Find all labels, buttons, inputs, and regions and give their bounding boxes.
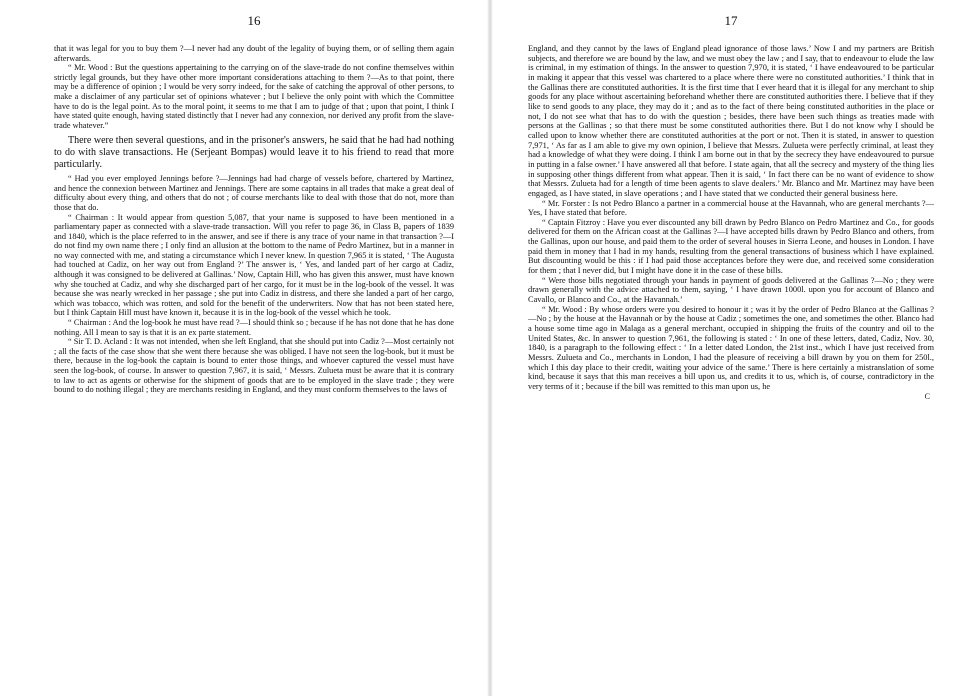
left-paragraph-7: “ Sir T. D. Acland : It was not intended, when she left England, that she should put into Cadiz ?—Most certainly not ; all the facts of the case show that she went there because she was obliged. I have not seen the log-book, but it must be there, because in the log-book the captain is bound to enter those things, and whoever captured the vessel must have seen the log-book, of course. In answer to question 7,967, it is said, ‘ Messrs. Zulueta must be aware that it is contrary to law to act as agents or otherwise for the shipment of goods that are to be employed in the slave trade ; they were bound to do nothing illegal ; they are merchants residing in England, and they must conform themselves to the laws of xyxy=(54,337,454,395)
page-number-left: 16 xyxy=(247,14,261,28)
left-page xyxy=(54,14,454,690)
right-paragraph-2: “ Mr. Forster : Is not Pedro Blanco a partner in a commercial house at the Havannah, who are general merchants ?—Yes, I have stated that before. xyxy=(528,198,934,218)
signature-mark: C xyxy=(924,391,930,401)
left-paragraph-2: “ Mr. Wood : But the questions appertaining to the carrying on of the slave-trade do not confine themselves within strictly legal grounds, but they have other more important considerations attaching to them ?—As to that point, there may be a difference of opinion ; I would be very sorry indeed, for the sake of catching the approval of other persons, to make a disclaimer of any particular set of opinions whatever ; but I believe the only point with which the Committee have to do is the legal point. As to the moral point, it seems to me that I am to judge of that ; upon that point, I think I have stated quite enough, having stated distinctly that I never had any connexion, nor derived any profit from the slave-trade whatever.” xyxy=(54,63,454,130)
page-number-right: 17 xyxy=(724,14,738,28)
right-paragraph-1: England, and they cannot by the laws of England plead ignorance of those laws.’ Now I and my partners are British subjects, and therefore we are bound by the law, and we must obey the law ; and I say, that to endeavour to elude the law is criminal, in my estimation of things. In the answer to question 7,970, it is stated, ‘ I have endeavoured to be particular in making it appear that this vessel was chartered to a place where there were no constituted authorities.’ I think that in the Gallinas there are constituted authorities. It is the first time that I ever heard that it is illegal for any merchant to ship goods for any place without ascertaining beforehand whether there are constituted authorities there. I believe that if they like to send goods to any place, they may do it ; and as to the fact of there being constituted authorities in the place or not, I do not see what that has to do with the question ; besides, there have been such things as treaties made with persons at the Gallinas ; so that there must be some constituted authorities there. But I do not know why I should be called upon to know whether there are constituted authorities at the port or not. Then it is stated, in answer to question 7,971, ‘ As far as I am able to give my own opinion, I believe that Messrs. Zulueta were perfectly criminal, at least they had a knowledge of what they were doing. I think I am borne out in that by the secrecy they have endeavoured to pursue in putting in a false owner.’ I have answered all that before. I state again, that all the secrecy and mystery of the thing lies in supposing other things different from what appear. Then it is said, ‘ In fact there can be no want of evidence to show that Messrs. Zulueta had for a length of time been agents to slave dealers.’ Mr. Blanco and Mr. Martinez may have been engaged, as I have stated, in slave operations ; and I have stated that we conducted their general business here. xyxy=(528,44,934,198)
right-paragraph-5: “ Mr. Wood : By whose orders were you desired to honour it ; was it by the order of Pedro Blanco at the Gallinas ?—No ; by the house at the Havannah or by the house at Cadiz ; sometimes the one, and sometimes the other. Blanco had a house some time ago in Malaga as a general merchant, occupied in shipping the fruits of the country and oil to the United States, &c. In answer to question 7,961, the following is stated : ‘ In one of these letters, dated, Cadiz, Nov. 30, 1840, is a paragraph to the following effect : ‘ In a letter dated London, the 21st inst., which I have just received from Messrs. Zulueta and Co., merchants in London, I had the pleasure of receiving a bill drawn by you on them for 250l., which I this day place to their credit, waiting your advice of the same.’ There is here certainly a mistranslation of some kind, because it says that this man receives a bill upon us, and credits it to us, which is, of course, contradictory in the very terms of it ; because if the bill was remitted to this man upon us, he xyxy=(528,304,934,391)
book-gutter xyxy=(487,0,493,696)
right-paragraph-4: “ Were those bills negotiated through your hands in payment of goods delivered at the Gallinas ?—No ; they were drawn generally with the advice attached to them, saying, ‘ I have drawn 1000l. upon you for account of Blanco and Cavallo, or Blanco and Co., at the Havannah.’ xyxy=(528,275,934,305)
left-paragraph-6: “ Chairman : And the log-book he must have read ?—I should think so ; because if he has not done that he has done nothing. All I mean to say is that it is an ex parte statement. xyxy=(54,318,454,337)
right-paragraph-3: “ Captain Fitzroy : Have you ever discounted any bill drawn by Pedro Blanco on Pedro Martinez and Co., for goods delivered for them on the African coast at the Gallinas ?—I have accepted bills drawn by Pedro Blanco and others, from the Gallinas, upon our house, and paid them to the order of several houses in Sierra Leone, and houses in London. I have paid them in money that I had in my hands, resulting from the general transactions of business which I have explained. But discounting would be this : if I had paid those acceptances before they were due, and received some consideration for them ; that I never did, but I might have done it in the case of these bills. xyxy=(528,217,934,276)
left-paragraph-3: There were then several questions, and in the prisoner's answers, he said that he had had nothing to do with slave transactions. He (Serjeant Bompas) would leave it to his friend to read that more particularly. xyxy=(54,135,454,170)
left-paragraph-4: “ Had you ever employed Jennings before ?—Jennings had had charge of vessels before, chartered by Martinez, and hence the connexion between Martinez and Jennings. There are some captains in all trades that make a great deal of difficulty about every thing, and others that do not ; of course merchants like to deal with those that do not, more than those that do. xyxy=(54,174,454,212)
right-page xyxy=(528,14,934,690)
left-paragraph-1: that it was legal for you to buy them ?—I never had any doubt of the legality of buying them, or of selling them again afterwards. xyxy=(54,44,454,63)
left-paragraph-5: “ Chairman : It would appear from question 5,087, that your name is supposed to have been mentioned in a parliamentary paper as connected with a slave-trade transaction. Will you refer to page 36, in Class B, papers of 1839 and 1840, which is the place referred to in the answer, and see if there is any trace of your name in that transaction ?—I do not find my own name there ; I only find an allusion at the bottom to the name of Pedro Martinez, but in a manner in no way connected with me, and stating a circumstance which I never knew. In question 7,965 it is stated, ‘ The Augusta had touched at Cadiz, on her way out from England ?’ The answer is, ‘ Yes, and landed part of her cargo at Cadiz, although it was consigned to be delivered at Gallinas.’ Now, Captain Hill, who has given this answer, must have known why she touched at Cadiz, and why she discharged part of her cargo, for it must be in the log-book of the vessel. It was because she was nearly wrecked in her passage ; she put into Cadiz in distress, and there she landed a part of her cargo, which was tobacco, which was rotten, and sold for the benefit of the underwriters. Now that has not been stated here, but I think Captain Hill must have known it, because it is in the log-book of the vessel which he took. xyxy=(54,212,454,318)
